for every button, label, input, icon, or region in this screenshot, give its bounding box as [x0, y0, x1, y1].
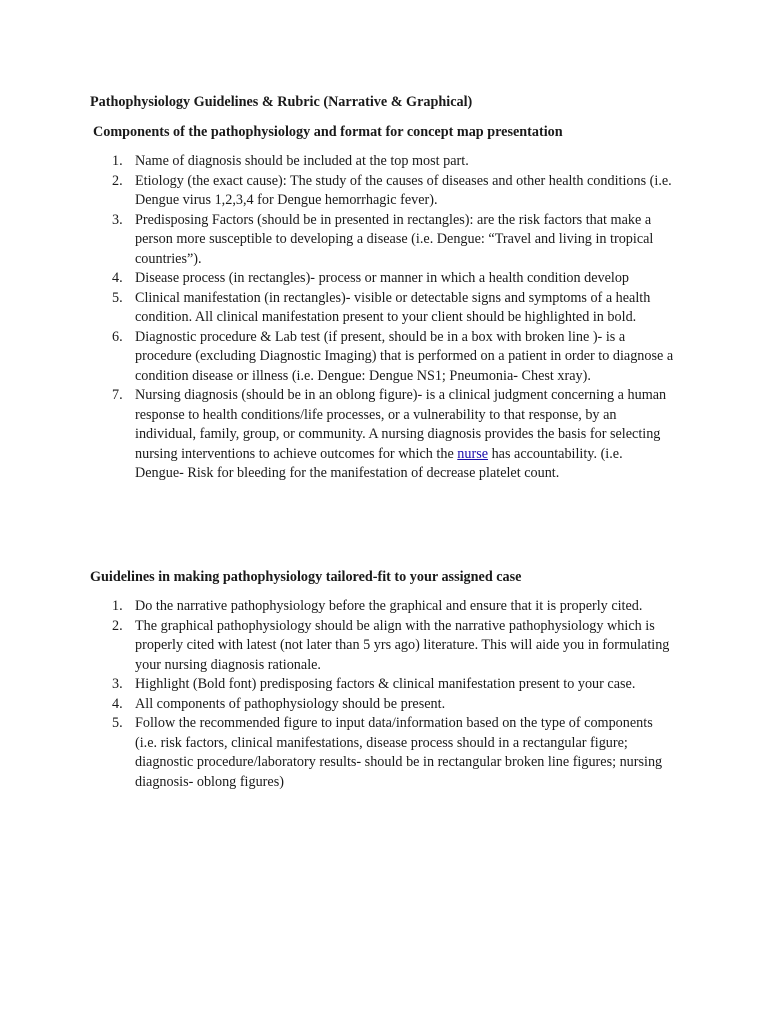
list-number: 5. — [112, 289, 123, 306]
nurse-link[interactable]: nurse — [457, 445, 489, 462]
list-item — [0, 714, 700, 792]
list-item — [0, 152, 700, 172]
list-item — [0, 211, 700, 270]
list-number: 1. — [112, 153, 123, 169]
list-item — [0, 597, 700, 617]
guidelines-list — [0, 597, 700, 792]
list-number: 2. — [112, 617, 123, 634]
components-list — [0, 152, 700, 484]
list-item — [0, 328, 700, 387]
list-text: Etiology (the exact cause): The study of the causes of diseases and other health conditions (i.e. Dengue virus 1,2,3,4 for Dengue hemorrhagic fever). — [135, 172, 672, 208]
list-text: Highlight (Bold font) predisposing factors & clinical manifestation present to your case. — [135, 676, 636, 692]
list-text: Do the narrative pathophysiology before the graphical and ensure that it is properly cited. — [135, 598, 643, 614]
list-item — [0, 386, 700, 484]
list-item — [0, 289, 700, 328]
list-text: Clinical manifestation (in rectangles)- visible or detectable signs and symptoms of a health condition. All clinical manifestation present to your client should be highlighted in bold. — [135, 289, 651, 325]
list-number: 2. — [112, 172, 123, 189]
list-text: The graphical pathophysiology should be align with the narrative pathophysiology which is properly cited with latest (not later than 5 yrs ago) literature. This will aide you in formulating your nursing diagnosis rationale. — [135, 617, 670, 673]
list-text: All components of pathophysiology should be present. — [135, 695, 446, 712]
list-number: 4. — [112, 695, 123, 712]
list-item — [0, 269, 700, 289]
list-item — [0, 617, 700, 676]
section-heading-components: Components of the pathophysiology and format for concept map presentation — [93, 124, 563, 140]
list-item — [0, 675, 700, 695]
list-number: 4. — [112, 270, 123, 286]
list-item — [0, 172, 700, 211]
list-text: Diagnostic procedure & Lab test (if present, should be in a box with broken line )- is a procedure (excluding Diagnostic Imaging) that is performed on a patient in order to diagnose a condition disease or illness (i.e. Dengue: Dengue NS1; Pneumonia- Chest xray). — [135, 328, 674, 384]
list-text: Predisposing Factors (should be in presented in rectangles): are the risk factors that make a person more susceptible to developing a disease (i.e. Dengue: “Travel and living in tropical countries”). — [135, 211, 654, 267]
list-text-before-link: Nursing diagnosis (should be in an oblong figure)- is a clinical judgment concerning a human response to health conditions/life processes, or a vulnerability to that response, by an individual, family, group, or community. A nursing diagnosis provides the basis for selecting nursing interventions to achieve outcomes for which the — [135, 387, 667, 462]
list-number: 1. — [112, 598, 123, 614]
list-number: 3. — [112, 676, 123, 692]
list-item — [0, 695, 700, 715]
list-text: Follow the recommended figure to input data/information based on the type of components (i.e. risk factors, clinical manifestations, disease process should in a rectangular figure; diagnostic procedure/laboratory results- should be in rectangular broken line figures; nursing diagnosis- oblong figures) — [135, 715, 663, 790]
list-number: 3. — [112, 211, 123, 228]
list-number: 6. — [112, 328, 123, 345]
list-text — [135, 386, 675, 484]
list-number: 7. — [112, 387, 123, 403]
list-text: Name of diagnosis should be included at the top most part. — [135, 153, 469, 169]
list-number: 5. — [112, 715, 123, 731]
document-title: Pathophysiology Guidelines & Rubric (Narrative & Graphical) — [90, 94, 473, 110]
list-text: Disease process (in rectangles)- process or manner in which a health condition develop — [135, 270, 630, 286]
section-heading-guidelines: Guidelines in making pathophysiology tailored-fit to your assigned case — [90, 569, 522, 585]
list-text-after-link: has accountability. (i.e. Dengue- Risk for bleeding for the manifestation of decrease platelet count. — [135, 445, 623, 481]
